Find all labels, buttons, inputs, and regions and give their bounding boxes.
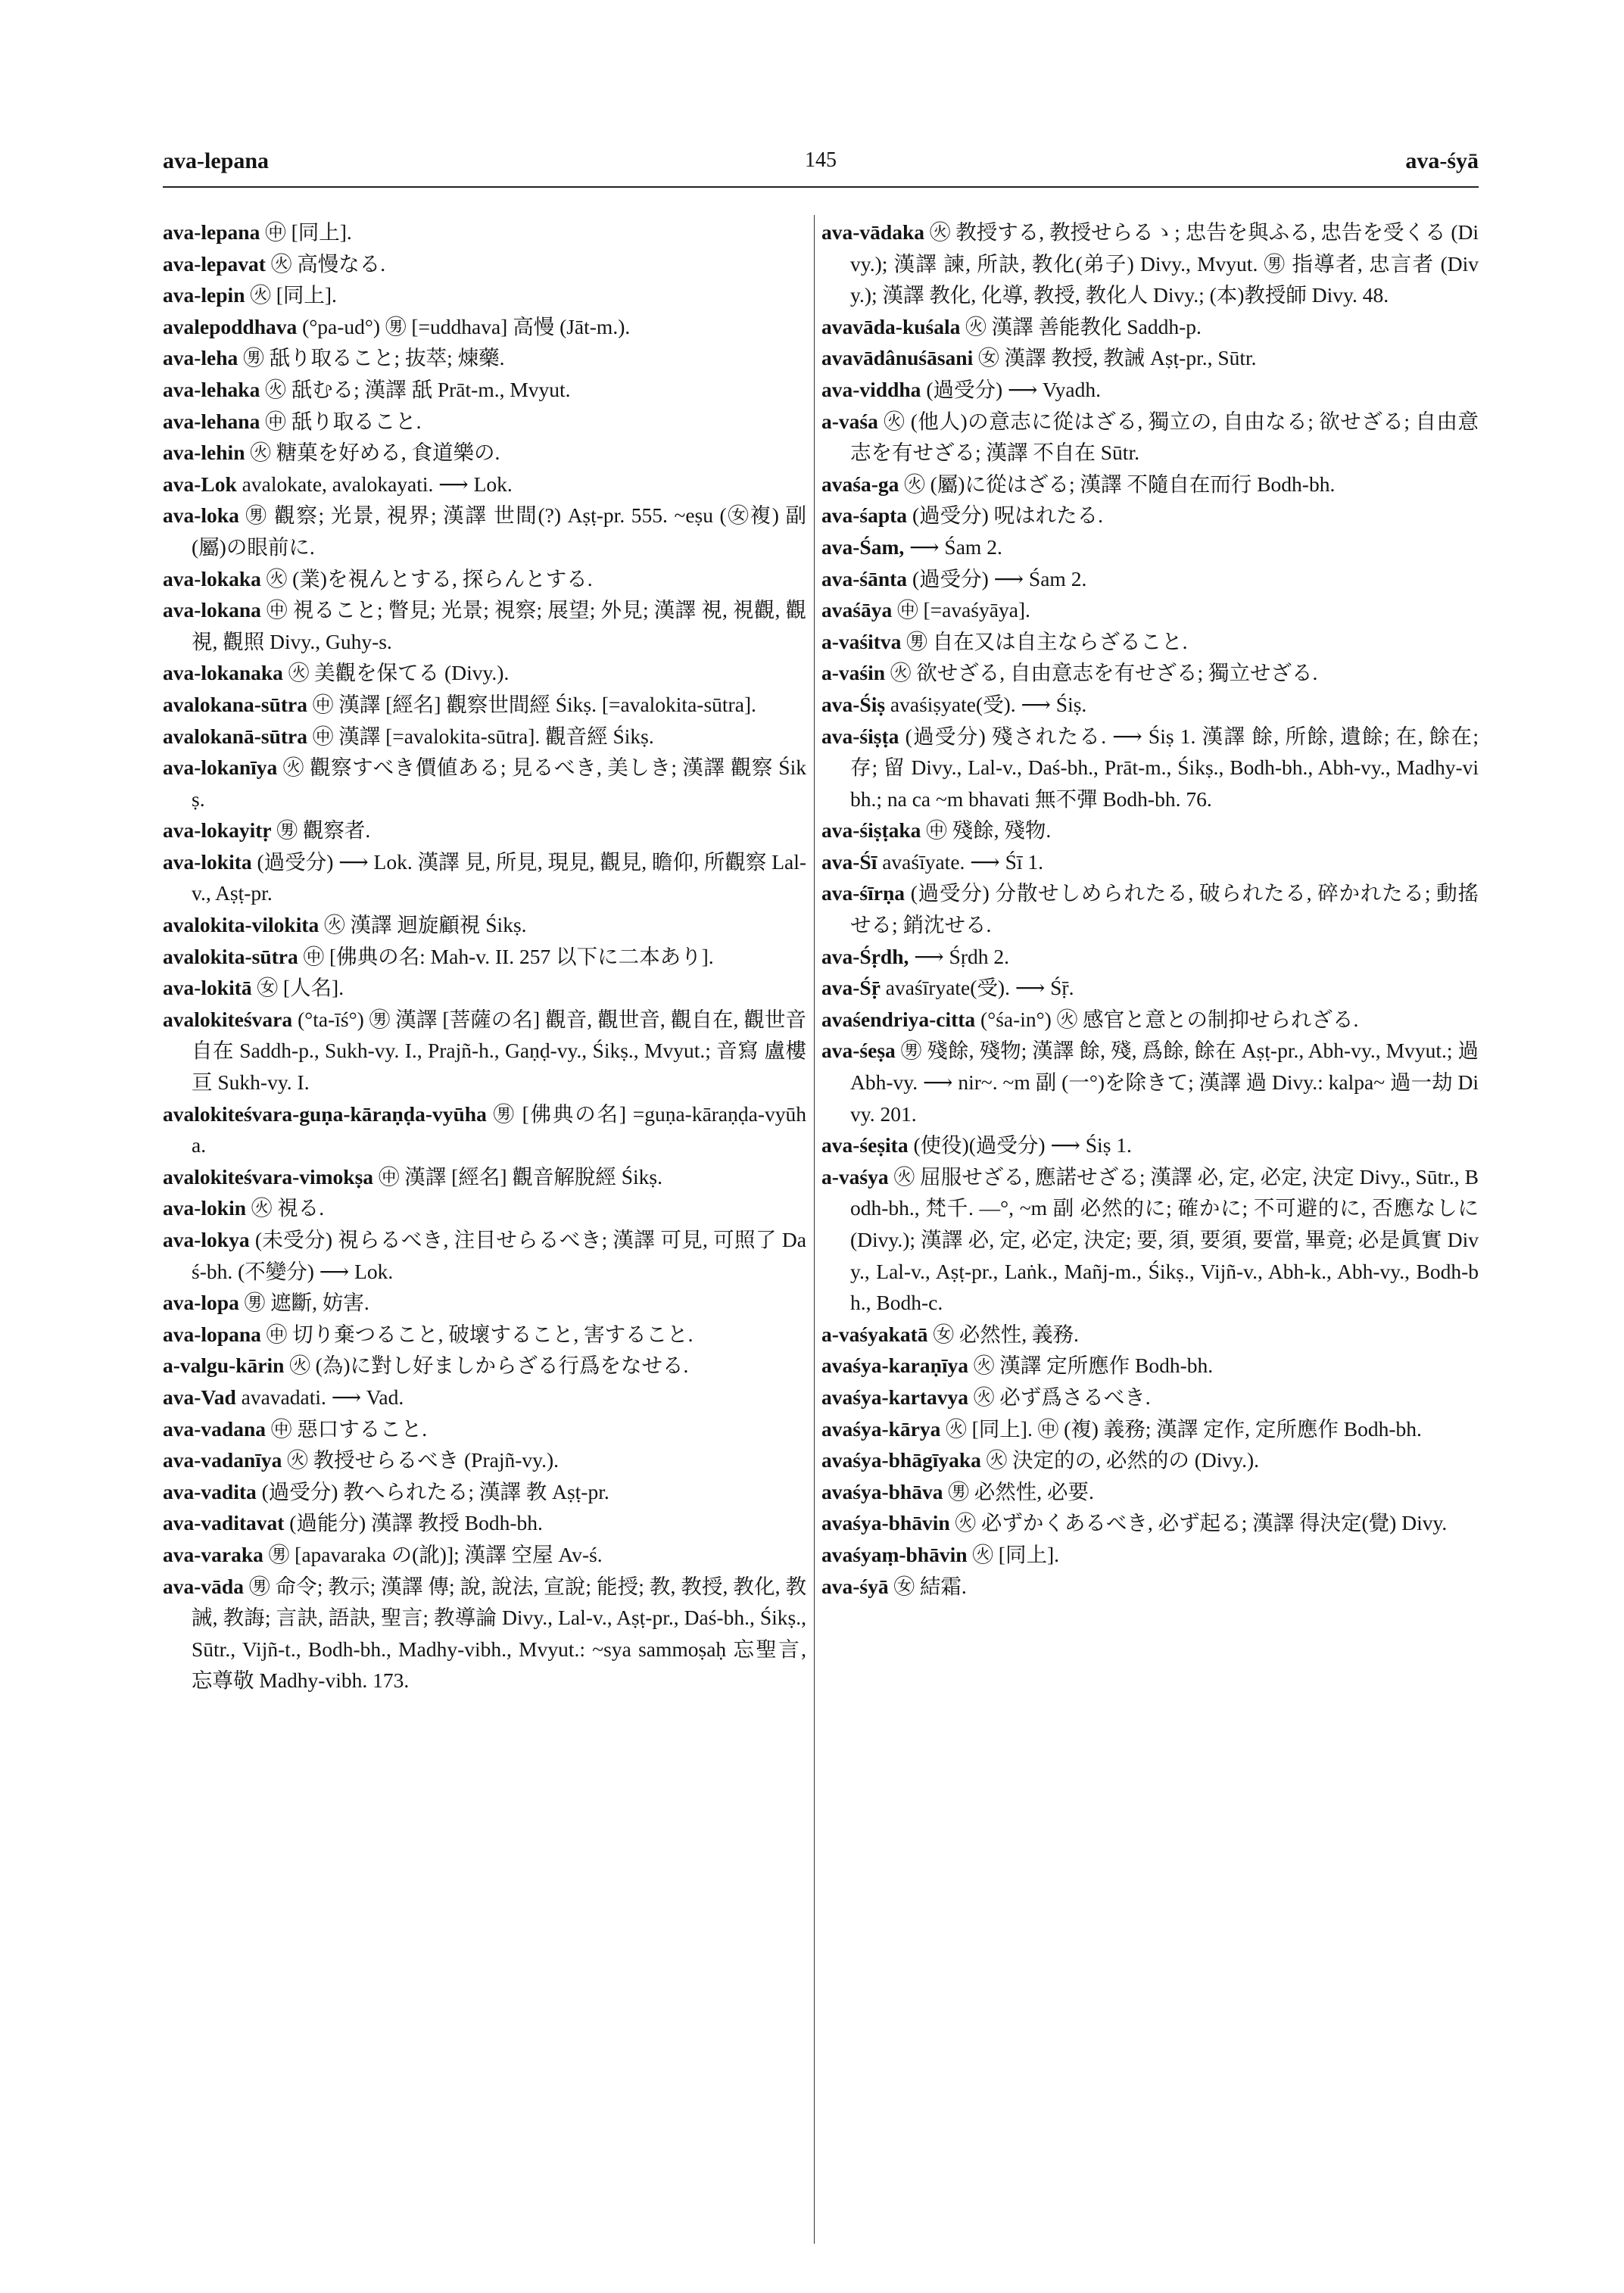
dictionary-entry [163, 846, 806, 909]
entry-definition: ㊋ (為)に對し好ましからざる行爲をなせる. [289, 1354, 689, 1378]
entry-headword: ava-lehana [163, 409, 260, 433]
right-column [821, 217, 1479, 1602]
entry-definition: ㊥ [同上]. [265, 220, 352, 244]
entry-headword: ava-vaditavat [163, 1511, 285, 1535]
dictionary-entry [163, 1350, 806, 1382]
entry-definition: (°pa-ud°) ㊚ [=uddhava] 高慢 (Jāt-m.). [302, 314, 631, 338]
entry-headword: ava-vādaka [821, 220, 924, 244]
entry-headword: ava-śiṣṭa [821, 724, 899, 748]
entry-definition: ㊚ 必然性, 必要. [948, 1479, 1094, 1503]
dictionary-entry [821, 1319, 1479, 1351]
entry-headword: avaśya-kārya [821, 1416, 941, 1441]
dictionary-entry [821, 972, 1479, 1004]
dictionary-entry [163, 909, 806, 941]
entry-definition: (過受分) 殘されたる. ⟶ Śiṣ 1. 漢譯 餘, 所餘, 遺餘; 在, 餘在; 存; 留 Divy., Lal-v., Daś-bh., Prāt-m., Śikṣ., Bodh-bh., Abh-vy., Madhy-vibh.; na ca ~m bhavati 無不彈 Bodh-bh. 76. [850, 724, 1479, 811]
entry-headword: ava-Śam, [821, 534, 905, 559]
dictionary-entry [163, 941, 806, 973]
entry-headword: avaśāya [821, 598, 893, 622]
entry-headword: avaśya-kartavya [821, 1385, 969, 1409]
entry-headword: ava-lokita [163, 849, 252, 874]
entry-definition: ㊛ [人名]. [257, 976, 344, 1000]
entry-definition: ㊋ [同上]. [972, 1542, 1059, 1566]
entry-definition: ㊛ 必然性, 義務. [933, 1322, 1079, 1346]
dictionary-entry [163, 721, 806, 752]
entry-definition: ㊋ (他人)の意志に從はざる, 獨立の, 自由なる; 欲せざる; 自由意志を有せざる; 漢譯 不自在 Sūtr. [850, 409, 1479, 465]
entry-definition: ㊋ 漢譯 善能教化 Saddh-p. [965, 314, 1202, 338]
dictionary-entry [821, 877, 1479, 940]
dictionary-entry [163, 469, 806, 500]
dictionary-entry [821, 311, 1479, 343]
dictionary-entry [163, 752, 806, 815]
dictionary-entry [821, 469, 1479, 500]
entry-definition: ㊥ 惡口すること. [270, 1416, 428, 1441]
entry-headword: ava-Śṝ [821, 976, 881, 1000]
entry-headword: ava-Lok [163, 472, 237, 496]
entry-headword: avalokita-sūtra [163, 944, 298, 968]
page-number: 145 [805, 148, 837, 172]
dictionary-entry [821, 657, 1479, 689]
entry-headword: avaśya-bhāvin [821, 1511, 950, 1535]
entry-definition: avaśīyate. ⟶ Śī 1. [882, 849, 1044, 874]
dictionary-entry [821, 374, 1479, 406]
dictionary-entry [821, 531, 1479, 563]
entry-headword: avaśa-ga [821, 472, 899, 496]
dictionary-entry [821, 1382, 1479, 1413]
left-column [163, 217, 806, 1696]
entry-definition: ㊋ 欲せざる, 自由意志を有せざる; 獨立せざる. [890, 661, 1318, 685]
dictionary-entry [821, 941, 1479, 973]
entry-headword: ava-śīrṇa [821, 881, 905, 905]
entry-headword: avaśya-karaṇīya [821, 1354, 969, 1378]
entry-definition: ㊋ 教授せらるべき (Prajñ-vy.). [287, 1448, 560, 1472]
dictionary-entry [163, 1224, 806, 1287]
dictionary-entry [821, 342, 1479, 374]
entry-definition: ㊋ 教授する, 教授せらるゝ; 忠告を與ふる, 忠告を受くる (Divy.); 漢譯 諫, 所訣, 教化(弟子) Divy., Mvyut. ㊚ 指導者, 忠言者 (Divy.); 漢譯 教化, 化導, 教授, 教化人 Divy.; (本)教授師 Divy. 48. [850, 220, 1479, 307]
dictionary-entry [821, 1507, 1479, 1539]
entry-definition: (過受分) ⟶ Vyadh. [926, 377, 1101, 401]
entry-headword: ava-vadanīya [163, 1448, 282, 1472]
entry-headword: avaśyaṃ-bhāvin [821, 1542, 968, 1566]
entry-headword: ava-lopa [163, 1291, 239, 1315]
entry-headword: ava-śyā [821, 1574, 889, 1598]
entry-definition: ㊛ 漢譯 教授, 教誡 Aṣṭ-pr., Sūtr. [978, 346, 1257, 370]
dictionary-entry [163, 1476, 806, 1508]
dictionary-entry [821, 1444, 1479, 1476]
entry-definition: ㊋ 美觀を保てる (Divy.). [288, 661, 510, 685]
dictionary-entry [163, 563, 806, 595]
entry-headword: ava-lokaka [163, 566, 261, 590]
dictionary-entry [163, 1098, 806, 1161]
entry-definition: ⟶ Śam 2. [909, 534, 1002, 559]
entry-definition: (過受分) 分散せしめられたる, 破られたる, 碎かれたる; 動搖せる; 銷沈せる. [850, 881, 1479, 937]
entry-definition: (使役)(過受分) ⟶ Śiṣ 1. [913, 1133, 1132, 1157]
entry-definition: ㊋ 決定的の, 必然的の (Divy.). [986, 1448, 1260, 1472]
dictionary-entry [821, 1035, 1479, 1129]
entry-definition: (未受分) 視らるべき, 注目せらるべき; 漢譯 可見, 可照了 Daś-bh. (不變分) ⟶ Lok. [192, 1228, 806, 1283]
entry-definition: avalokate, avalokayati. ⟶ Lok. [242, 472, 513, 496]
dictionary-entry [821, 1539, 1479, 1571]
dictionary-entry [163, 1382, 806, 1413]
dictionary-entry [821, 1004, 1479, 1036]
dictionary-entry [821, 846, 1479, 878]
dictionary-entry [821, 1476, 1479, 1508]
entry-definition: ㊥ 切り棄つること, 破壞すること, 害すること. [266, 1322, 694, 1346]
left-running-head: ava-lepana [163, 148, 270, 173]
dictionary-entry [163, 1507, 806, 1539]
entry-headword: avalokiteśvara [163, 1007, 293, 1031]
dictionary-entry [821, 1161, 1479, 1319]
dictionary-entry [163, 374, 806, 406]
entry-headword: ava-vadita [163, 1479, 257, 1503]
entry-definition: (過受分) ⟶ Śam 2. [912, 566, 1087, 590]
dictionary-entry [163, 248, 806, 280]
dictionary-entry [821, 1571, 1479, 1603]
entry-definition: ㊚ 命令; 教示; 漢譯 傳; 說, 說法, 宣說; 能授; 教, 教授, 教化, 教誡, 教誨; 言訣, 語訣, 聖言; 教導論 Divy., Lal-v., Aṣṭ-pr., Daś-bh., Śikṣ., Sūtr., Vijñ-t., Bodh-bh., Madhy-vibh., Mvyut.: ~sya sammoṣaḥ 忘聖言, 忘尊敬 Madhy-vibh. 173. [192, 1574, 806, 1693]
right-running-head: ava-śyā [1405, 148, 1479, 173]
entry-headword: avalokanā-sūtra [163, 724, 307, 748]
dictionary-entry [163, 217, 806, 248]
entry-definition: ㊋ 漢譯 定所應作 Bodh-bh. [973, 1354, 1214, 1378]
entry-headword: ava-lokitā [163, 976, 252, 1000]
entry-definition: avaśiṣyate(受). ⟶ Śiṣ. [890, 692, 1087, 716]
entry-definition: ㊋ 糖菓を好める, 食道樂の. [250, 441, 500, 465]
dictionary-entry [821, 1413, 1479, 1445]
entry-definition: ㊋ 必ず爲さるべき. [973, 1385, 1151, 1409]
entry-headword: avaśya-bhāva [821, 1479, 943, 1503]
entry-definition: ㊋ (屬)に從はざる; 漢譯 不隨自在而行 Bodh-bh. [904, 472, 1336, 496]
entry-definition: (°śa-in°) ㊋ 感官と意との制抑せられざる. [980, 1007, 1359, 1031]
entry-headword: avalokita-vilokita [163, 913, 320, 937]
entry-definition: ㊋ [同上]. [250, 283, 337, 307]
dictionary-entry [163, 689, 806, 721]
entry-definition: ㊥ 漢譯 [=avalokita-sūtra]. 觀音經 Śikṣ. [312, 724, 654, 748]
entry-definition: ㊋ 屈服せざる, 應諾せざる; 漢譯 必, 定, 必定, 決定 Divy., Sūtr., Bodh-bh., 梵千. —°, ~m 副 必然的に; 確かに; 不可避的に, 否應なしに(Divy.); 漢譯 必, 定, 必定, 決定; 要, 須, 要須, 要當, 畢竟; 必是眞實 Divy., Lal-v., Aṣṭ-pr., Laṅk., Mañj-m., Śikṣ., Vijñ-v., Abh-k., Abh-vy., Bodh-bh., Bodh-c. [850, 1164, 1479, 1315]
entry-definition: ㊋ 舐むる; 漢譯 舐 Prāt-m., Mvyut. [265, 377, 571, 401]
dictionary-entry [163, 1287, 806, 1319]
entry-definition: avaśīryate(受). ⟶ Śṝ. [885, 976, 1074, 1000]
entry-definition: ㊥ 舐り取ること. [265, 409, 422, 433]
dictionary-entry [821, 689, 1479, 721]
entry-headword: ava-vadana [163, 1416, 266, 1441]
dictionary-entry [163, 279, 806, 311]
entry-definition: ㊋ 漢譯 迴旋顧視 Śikṣ. [324, 913, 527, 937]
column-divider [814, 215, 815, 2244]
entry-definition: (過能分) 漢譯 教授 Bodh-bh. [289, 1511, 543, 1535]
entry-definition: ㊋ 高慢なる. [270, 251, 386, 276]
entry-headword: ava-Śṛdh, [821, 944, 909, 968]
entry-headword: ava-śiṣṭaka [821, 818, 921, 843]
entry-definition: ㊚ 遮斷, 妨害. [244, 1291, 369, 1315]
entry-definition: ㊚ 觀察; 光景, 視界; 漢譯 世間(?) Aṣṭ-pr. 555. ~eṣu (㊛複) 副 (屬)の眼前に. [192, 503, 807, 559]
dictionary-entry [821, 721, 1479, 815]
entry-definition: ㊥ [=avaśyāya]. [897, 598, 1030, 622]
entry-definition: ㊋ (業)を視んとする, 探らんとする. [266, 566, 593, 590]
entry-headword: ava-lepavat [163, 251, 266, 276]
dictionary-entry [821, 1350, 1479, 1382]
dictionary-entry [821, 500, 1479, 531]
entry-headword: ava-Vad [163, 1385, 236, 1409]
dictionary-entry [163, 1444, 806, 1476]
entry-headword: ava-lokana [163, 598, 261, 622]
entry-definition: ㊋ [同上]. ㊥ (複) 義務; 漢譯 定作, 定所應作 Bodh-bh. [946, 1416, 1422, 1441]
entry-headword: a-vaśya [821, 1164, 889, 1189]
entry-definition: ㊛ 結霜. [893, 1574, 967, 1598]
entry-definition: ㊥ 殘餘, 殘物. [926, 818, 1052, 843]
entry-headword: ava-loka [163, 503, 239, 528]
entry-definition: ㊚ [佛典の名] =guṇa-kāraṇḍa-vyūha. [192, 1101, 807, 1157]
entry-definition: ㊥ 漢譯 [經名] 觀音解脫經 Śikṣ. [378, 1164, 663, 1189]
dictionary-entry [163, 594, 806, 657]
entry-headword: avaśendriya-citta [821, 1007, 976, 1031]
entry-headword: ava-lepana [163, 220, 260, 244]
entry-definition: ㊥ [佛典の名: Mah-v. II. 257 以下に二本あり]. [303, 944, 714, 968]
entry-definition: ㊋ 必ずかくあるべき, 必ず起る; 漢譯 得決定(覺) Divy. [955, 1511, 1448, 1535]
entry-headword: ava-Śī [821, 849, 877, 874]
entry-headword: ava-śapta [821, 503, 908, 528]
entry-headword: avalokiteśvara-vimokṣa [163, 1164, 374, 1189]
entry-headword: ava-vāda [163, 1574, 244, 1598]
dictionary-entry [163, 1192, 806, 1224]
entry-definition: avavadati. ⟶ Vad. [241, 1385, 404, 1409]
dictionary-entry [821, 1129, 1479, 1161]
dictionary-entry [163, 1413, 806, 1445]
entry-headword: ava-lokya [163, 1228, 250, 1251]
entry-headword: a-vaśitva [821, 629, 902, 653]
entry-headword: avavādânuśāsani [821, 346, 974, 370]
entry-headword: a-vaśin [821, 661, 886, 685]
entry-headword: ava-viddha [821, 377, 921, 401]
entry-definition: ㊚ 自在又は自主ならざること. [906, 629, 1188, 653]
entry-definition: (過受分) 呪はれたる. [912, 503, 1104, 528]
entry-definition: ㊥ 漢譯 [經名] 觀察世間經 Śikṣ. [=avalokita-sūtra]. [312, 692, 756, 716]
entry-headword: ava-lokayitṛ [163, 818, 272, 843]
dictionary-entry [163, 500, 806, 562]
dictionary-entry [163, 972, 806, 1004]
entry-headword: ava-lehaka [163, 377, 260, 401]
entry-headword: ava-lepin [163, 283, 245, 307]
dictionary-entry [163, 1539, 806, 1571]
entry-definition: ㊚ [apavaraka の(訛)]; 漢譯 空屋 Av-ś. [268, 1542, 603, 1566]
header-rule [163, 186, 1479, 188]
entry-headword: ava-lokanīya [163, 756, 278, 780]
entry-headword: avalepoddhava [163, 314, 298, 338]
dictionary-entry [821, 406, 1479, 469]
entry-headword: ava-lokanaka [163, 661, 283, 685]
dictionary-entry [163, 1571, 806, 1696]
dictionary-entry [821, 815, 1479, 846]
entry-definition: ㊥ 視ること; 瞥見; 光景; 視察; 展望; 外見; 漢譯 視, 視觀, 觀視, 觀照 Divy., Guhy-s. [192, 598, 807, 653]
entry-headword: ava-śeṣa [821, 1039, 896, 1063]
entry-definition: ⟶ Śṛdh 2. [914, 944, 1010, 968]
entry-definition: (°ta-īś°) ㊚ 漢譯 [菩薩の名] 觀音, 觀世音, 觀自在, 觀世音自在 Saddh-p., Sukh-vy. I., Prajñ-h., Gaṇḍ-vy., Śikṣ., Mvyut.; 音寫 盧樓亘 Sukh-vy. I. [192, 1007, 806, 1095]
entry-headword: ava-leha [163, 346, 238, 370]
entry-headword: avaśya-bhāgīyaka [821, 1448, 981, 1472]
dictionary-entry [163, 311, 806, 343]
dictionary-entry [163, 815, 806, 846]
dictionary-entry [821, 563, 1479, 595]
dictionary-entry [163, 1004, 806, 1098]
entry-definition: ㊋ 觀察すべき價値ある; 見るべき, 美しき; 漢譯 觀察 Śikṣ. [192, 756, 806, 811]
entry-headword: ava-varaka [163, 1542, 263, 1566]
dictionary-entry [163, 437, 806, 469]
entry-definition: ㊚ 舐り取ること; 抜萃; 煉藥. [243, 346, 505, 370]
entry-headword: ava-lehin [163, 441, 245, 465]
entry-headword: avavāda-kuśala [821, 314, 961, 338]
entry-headword: ava-lokin [163, 1196, 247, 1220]
page-header [163, 148, 1479, 182]
entry-definition: (過受分) ⟶ Lok. 漢譯 見, 所見, 現見, 觀見, 瞻仰, 所觀察 Lal-v., Aṣṭ-pr. [192, 849, 807, 905]
dictionary-entry [163, 1161, 806, 1193]
entry-definition: ㊚ 觀察者. [276, 818, 371, 843]
dictionary-entry [163, 1319, 806, 1351]
entry-definition: ㊋ 視る. [251, 1196, 325, 1220]
dictionary-entry [821, 217, 1479, 311]
dictionary-entry [821, 594, 1479, 626]
dictionary-entry [163, 406, 806, 438]
entry-headword: a-valgu-kārin [163, 1354, 285, 1378]
dictionary-entry [821, 626, 1479, 658]
entry-headword: ava-Śiṣ [821, 692, 886, 716]
entry-headword: avalokana-sūtra [163, 692, 307, 716]
entry-headword: ava-śānta [821, 566, 908, 590]
entry-headword: a-vaśyakatā [821, 1322, 928, 1346]
dictionary-entry [163, 342, 806, 374]
entry-headword: avalokiteśvara-guṇa-kāraṇḍa-vyūha [163, 1101, 487, 1126]
entry-headword: ava-lopana [163, 1322, 261, 1346]
entry-headword: ava-śeṣita [821, 1133, 909, 1157]
dictionary-entry [163, 657, 806, 689]
entry-headword: a-vaśa [821, 409, 878, 433]
entry-definition: (過受分) 教へられたる; 漢譯 教 Aṣṭ-pr. [261, 1479, 609, 1503]
entry-definition: ㊚ 殘餘, 殘物; 漢譯 餘, 殘, 爲餘, 餘在 Aṣṭ-pr., Abh-vy., Mvyut.; 過 Abh-vy. ⟶ nir~. ~m 副 (一°)を除きて; 漢譯 過 Divy.: kalpa~ 過一劫 Divy. 201. [850, 1039, 1479, 1126]
